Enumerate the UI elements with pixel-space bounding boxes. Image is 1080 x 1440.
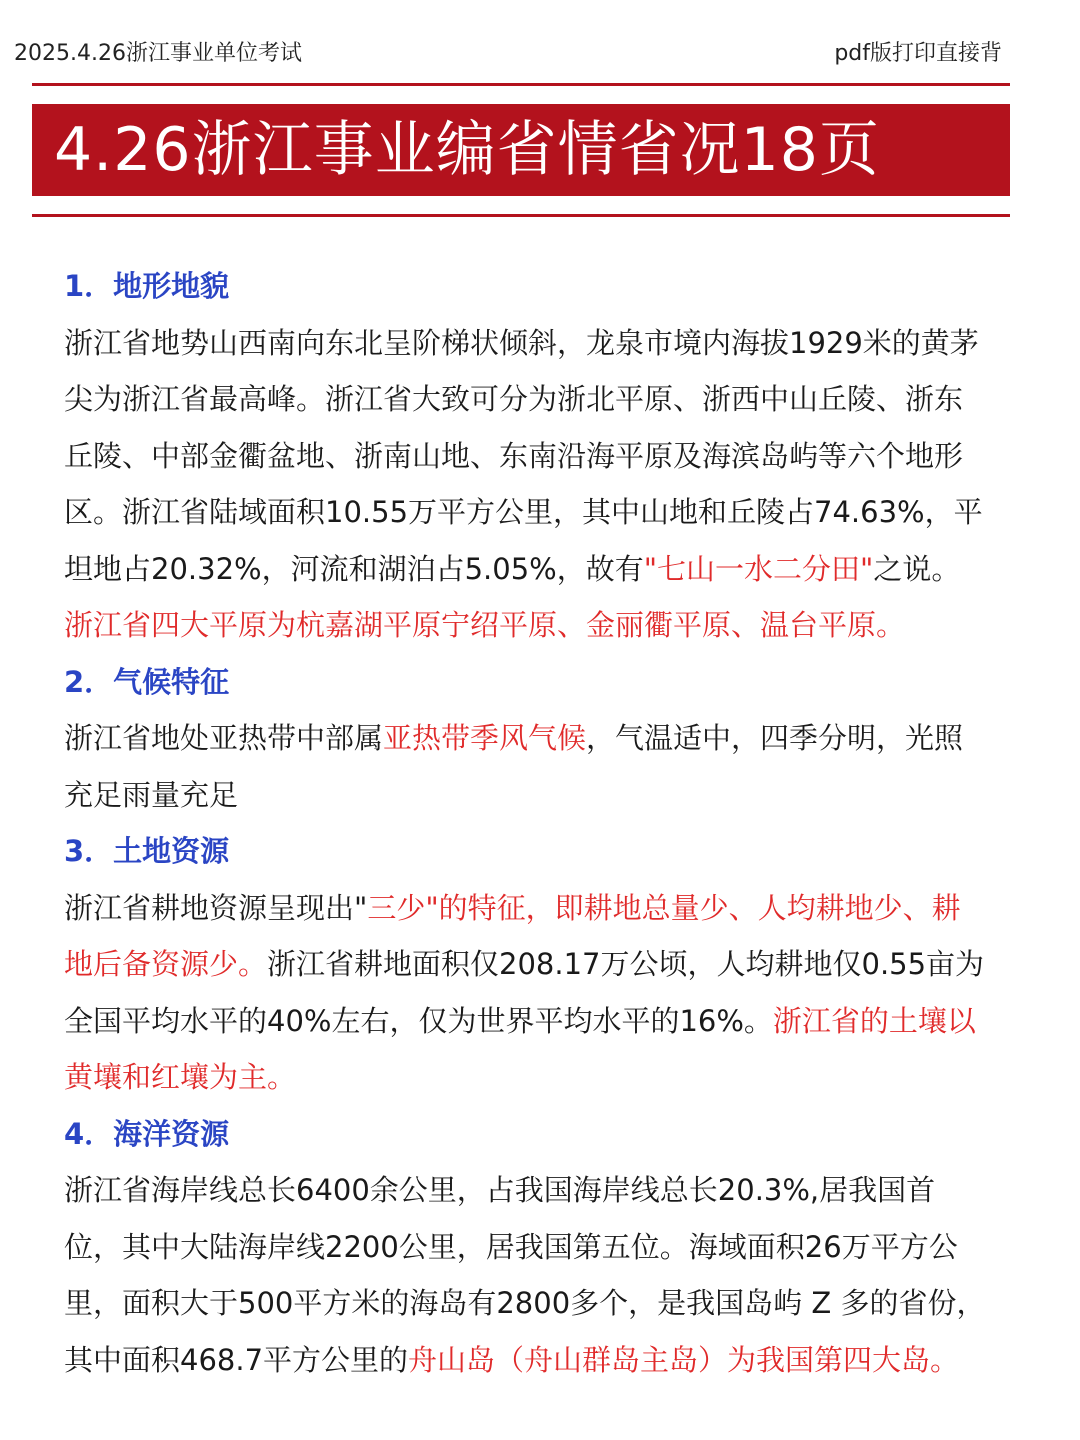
page-title: 4.26浙江事业编省情省况18页 [32, 104, 1010, 196]
text-run: 充足雨量充足 [64, 777, 239, 812]
text-line [64, 767, 1024, 824]
text-run: 浙江省耕地资源呈现出" [64, 890, 368, 925]
highlight-text: 地后备资源少。 [64, 947, 268, 981]
text-line [64, 993, 1024, 1050]
section-heading: 4．海洋资源 [64, 1116, 230, 1151]
text-run: 位，其中大陆海岸线2200公里，居我国第五位。海域面积26万平方公 [64, 1229, 958, 1264]
text-line [64, 1162, 1024, 1219]
section-heading: 3．土地资源 [64, 834, 230, 868]
text-run: 浙江省地势山西南向东北呈阶梯状倾斜，龙泉市境内海拔1929米的黄茅 [64, 325, 979, 360]
text-run: 全国平均水平的40%左右，仅为世界平均水平的16%。 [64, 1003, 773, 1038]
text-run: 区。浙江省陆域面积10.55万平方公里，其中山地和丘陵占74.63%，平 [64, 495, 983, 529]
text-run: 其中面积468.7平方公里的 [64, 1342, 409, 1377]
text-run: 之说。 [873, 551, 961, 586]
text-line [64, 484, 1024, 541]
highlight-text: 三少"的特征，即耕地总量少、人均耕地少、耕 [367, 890, 961, 925]
section-heading: 2．气候特征 [64, 664, 230, 699]
top-bar [14, 36, 1002, 68]
text-run: 丘陵、中部金衢盆地、浙南山地、东南沿海平原及海滨岛屿等六个地形 [64, 438, 964, 473]
top-divider [32, 83, 1010, 86]
text-run: 浙江省海岸线总长6400余公里，占我国海岸线总长20.3%,居我国首 [64, 1173, 936, 1207]
text-line [64, 315, 1024, 372]
highlight-text: 浙江省四大平原为杭嘉湖平原宁绍平原、金丽衢平原、温台平原。 [64, 608, 906, 642]
text-line [64, 371, 1024, 428]
header-left-text: 2025.4.26浙江事业单位考试 [14, 41, 302, 66]
text-line [64, 1049, 1024, 1106]
text-run: 浙江省地处亚热带中部属 [64, 721, 384, 755]
text-line [64, 936, 1024, 993]
highlight-text: 浙江省的土壤以 [772, 1003, 976, 1038]
highlight-text: 舟山岛（舟山群岛主岛）为我国第四大岛。 [408, 1342, 960, 1377]
section-paragraph [64, 1162, 1024, 1388]
article-body [64, 258, 1024, 1388]
section-paragraph [64, 710, 1024, 823]
highlight-text: 黄壤和红壤为主。 [64, 1060, 297, 1094]
text-line [64, 880, 1024, 937]
section-paragraph [64, 880, 1024, 1106]
section-paragraph [64, 315, 1024, 654]
text-run: 浙江省耕地面积仅208.17万公顷，人均耕地仅0.55亩为 [267, 947, 985, 981]
text-run: 里，面积大于500平方米的海岛有2800多个，是我国岛屿 Z 多的省份， [64, 1286, 986, 1320]
text-line [64, 541, 1024, 598]
bottom-divider [32, 214, 1010, 217]
text-line [64, 1275, 1024, 1332]
text-line [64, 597, 1024, 654]
text-line [64, 710, 1024, 767]
text-line [64, 1332, 1024, 1389]
text-run: ，气温适中，四季分明，光照 [586, 721, 964, 755]
text-line [64, 428, 1024, 485]
section-heading: 1．地形地貌 [64, 269, 230, 303]
text-line [64, 1219, 1024, 1276]
highlight-text: "七山一水二分田" [643, 551, 874, 586]
highlight-text: 亚热带季风气候 [383, 721, 587, 755]
text-run: 尖为浙江省最高峰。浙江省大致可分为浙北平原、浙西中山丘陵、浙东 [64, 382, 964, 416]
text-run: 坦地占20.32%，河流和湖泊占5.05%，故有 [64, 551, 644, 586]
header-right-text: pdf版打印直接背 [834, 41, 1002, 66]
